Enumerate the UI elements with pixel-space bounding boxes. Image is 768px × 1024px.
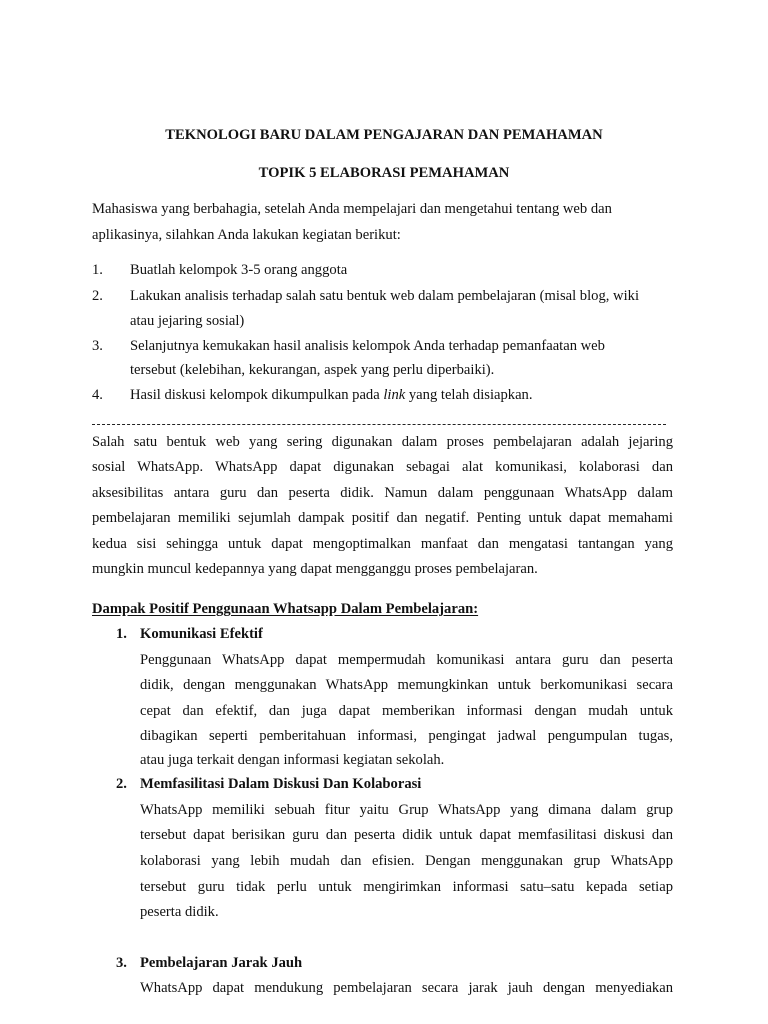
point-line: tersebut dapat berisikan guru dan peserta didik untuk dapat memfasilitasi diskusi dan <box>140 827 673 843</box>
task-number: 2. <box>92 288 103 304</box>
task-text: atau jejaring sosial) <box>130 313 245 329</box>
point-title: Komunikasi Efektif <box>140 626 263 642</box>
point-number: 2. <box>116 776 127 792</box>
point-line: tersebut guru tidak perlu untuk mengirimkan informasi satu–satu kepada setiap <box>140 879 673 895</box>
dashed-separator <box>92 424 666 425</box>
paragraph-line: Salah satu bentuk web yang sering digunakan dalam proses pembelajaran adalah jejaring <box>92 434 673 450</box>
task-text: tersebut (kelebihan, kekurangan, aspek yang perlu diperbaiki). <box>130 362 495 378</box>
paragraph-line: sosial WhatsApp. WhatsApp dapat digunakan sebagai alat komunikasi, kolaborasi dan <box>92 459 673 475</box>
point-title: Pembelajaran Jarak Jauh <box>140 955 303 971</box>
intro-line: Mahasiswa yang berbahagia, setelah Anda mempelajari dan mengetahui tentang web dan <box>92 201 612 217</box>
task-text <box>130 387 533 404</box>
task-text-before: Hasil diskusi kelompok dikumpulkan pada <box>130 387 384 403</box>
point-line: peserta didik. <box>140 904 219 920</box>
paragraph-line: mungkin muncul kedepannya yang dapat mengganggu proses pembelajaran. <box>92 561 538 577</box>
point-line: Penggunaan WhatsApp dapat mempermudah komunikasi antara guru dan peserta <box>140 652 673 668</box>
paragraph-line: kedua sisi sehingga untuk dapat mengoptimalkan manfaat dan mengatasi tantangan yang <box>92 536 673 552</box>
point-title: Memfasilitasi Dalam Diskusi Dan Kolaborasi <box>140 776 422 792</box>
point-line: WhatsApp dapat mendukung pembelajaran secara jarak jauh dengan menyediakan <box>140 980 673 996</box>
section-heading: Dampak Positif Penggunaan Whatsapp Dalam Pembelajaran: <box>92 601 479 617</box>
point-line: WhatsApp memiliki sebuah fitur yaitu Grup WhatsApp yang dimana dalam grup <box>140 802 673 818</box>
link-word: link <box>383 387 406 403</box>
document-subtitle: TOPIK 5 ELABORASI PEMAHAMAN <box>258 165 510 181</box>
point-line: atau juga terkait dengan informasi kegiatan sekolah. <box>140 752 445 768</box>
point-line: kolaborasi yang lebih mudah dan efisien. Dengan menggunakan grup WhatsApp <box>140 853 673 869</box>
document-title: TEKNOLOGI BARU DALAM PENGAJARAN DAN PEMAHAMAN <box>165 127 603 143</box>
paragraph-line: aksesibilitas antara guru dan peserta didik. Namun dalam penggunaan WhatsApp dalam <box>92 485 673 501</box>
task-number: 3. <box>92 338 103 354</box>
point-line: dibagikan seperti pemberitahuan informasi, pengingat jadwal pengumpulan tugas, <box>140 728 673 744</box>
task-number: 4. <box>92 387 103 403</box>
task-text: Selanjutnya kemukakan hasil analisis kelompok Anda terhadap pemanfaatan web <box>130 338 605 354</box>
task-text: Lakukan analisis terhadap salah satu bentuk web dalam pembelajaran (misal blog, wiki <box>130 288 639 304</box>
point-number: 3. <box>116 955 127 971</box>
task-text: Buatlah kelompok 3-5 orang anggota <box>130 262 348 278</box>
task-number: 1. <box>92 262 103 278</box>
task-text-after: yang telah disiapkan. <box>405 387 533 403</box>
point-line: didik, dengan menggunakan WhatsApp memungkinkan untuk berkomunikasi secara <box>140 677 673 693</box>
point-number: 1. <box>116 626 127 642</box>
intro-line: aplikasinya, silahkan Anda lakukan kegiatan berikut: <box>92 227 401 243</box>
point-line: cepat dan efektif, dan juga dapat memberikan informasi dengan mudah untuk <box>140 703 673 719</box>
paragraph-line: pembelajaran memiliki sejumlah dampak positif dan negatif. Penting untuk dapat memahami <box>92 510 673 526</box>
